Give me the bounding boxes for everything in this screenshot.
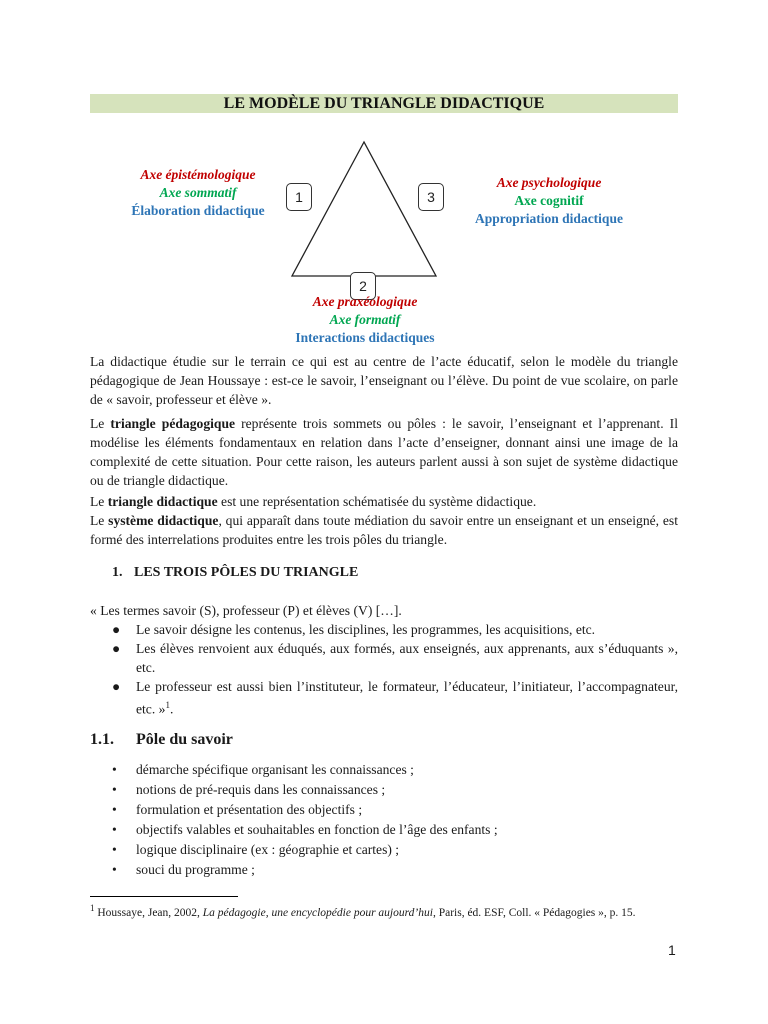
list-item: • logique disciplinaire (ex : géographie et cartes) ; xyxy=(112,842,400,857)
left-axis-labels xyxy=(112,166,284,220)
bottom-axis-green: Axe formatif xyxy=(329,312,401,327)
list-item: • souci du programme ; xyxy=(112,862,255,877)
list-item: ● Le savoir désigne les contenus, les disciplines, les programmes, les acquisitions, etc. xyxy=(112,622,596,637)
savoir-list xyxy=(112,760,678,880)
section-heading-1: 1. LES TROIS PÔLES DU TRIANGLE xyxy=(112,565,359,580)
right-axis-labels xyxy=(458,174,640,228)
label-pole-2: 2 xyxy=(350,272,376,300)
list-item: ● Le professeur est aussi bien l’instituteur, le formateur, l’éducateur, l’initiateur, l’accompagnateur, etc. »$^1$. xyxy=(112,679,678,717)
bottom-axis-blue: Interactions didactiques xyxy=(295,330,435,345)
paragraph-triangle-pedagogique: Le triangle pédagogique représente trois sommets ou pôles : le savoir, l’enseignant et l’apprenant. Il modélise les éléments fondamentaux en relation dans l’acte d’enseigner, donnant ainsi une image de la complexité de cette situation. Pour cette raison, les auteurs parlent aussi à son sujet de système didactique ou de triangle didactique. xyxy=(90,416,678,488)
triangle-shape xyxy=(292,142,436,276)
label-pole-3: 3 xyxy=(418,183,444,211)
bottom-axis-red: Axe praxéologique xyxy=(312,294,418,309)
left-axis-blue: Élaboration didactique xyxy=(131,203,265,218)
list-item: ● Les élèves renvoient aux éduqués, aux formés, aux enseignés, aux apprenants, aux s’éduquants », etc. xyxy=(112,641,678,675)
list-item: • démarche spécifique organisant les connaissances ; xyxy=(112,762,414,777)
bottom-axis-labels xyxy=(280,293,450,347)
list-item: • formulation et présentation des objectifs ; xyxy=(112,802,363,817)
paragraph-intro: La didactique étudie sur le terrain ce qui est au centre de l’acte éducatif, selon le modèle du triangle pédagogique de Jean Houssaye : est-ce le savoir, l’enseignant ou l’élève. Du point de vue scolaire, on parle de « savoir, professeur et élève ». xyxy=(90,354,678,407)
footnote-reference: 1 xyxy=(165,700,170,710)
page-title: LE MODÈLE DU TRIANGLE DIDACTIQUE xyxy=(90,94,678,113)
right-axis-red: Axe psychologique xyxy=(496,175,602,190)
right-axis-green: Axe cognitif xyxy=(514,193,584,208)
section-heading-1-1: 1.1. Pôle du savoir xyxy=(90,731,233,748)
page-number: 1 xyxy=(668,942,676,958)
quote-list xyxy=(112,620,678,719)
left-axis-red: Axe épistémologique xyxy=(140,167,256,182)
left-axis-green: Axe sommatif xyxy=(159,185,237,200)
quote-intro: « Les termes savoir (S), professeur (P) et élèves (V) […]. xyxy=(90,603,402,618)
list-item: • notions de pré-requis dans les connaissances ; xyxy=(112,782,386,797)
footnote: $^1$ Houssaye, Jean, 2002, La pédagogie, une encyclopédie pour aujourd’hui, Paris, éd. ESF, Coll. « Pédagogies », p. 15. xyxy=(90,903,636,919)
right-axis-blue: Appropriation didactique xyxy=(475,211,623,226)
label-pole-1: 1 xyxy=(286,183,312,211)
paragraph-triangle-didactique: Le triangle didactique est une représentation schématisée du système didactique. Le système didactique, qui apparaît dans toute médiation du savoir entre un enseignant et un enseigné, est formé des interrelations produites entre les trois pôles du triangle. xyxy=(90,494,678,547)
footnote-separator xyxy=(90,896,238,897)
list-item: • objectifs valables et souhaitables en fonction de l’âge des enfants ; xyxy=(112,822,498,837)
